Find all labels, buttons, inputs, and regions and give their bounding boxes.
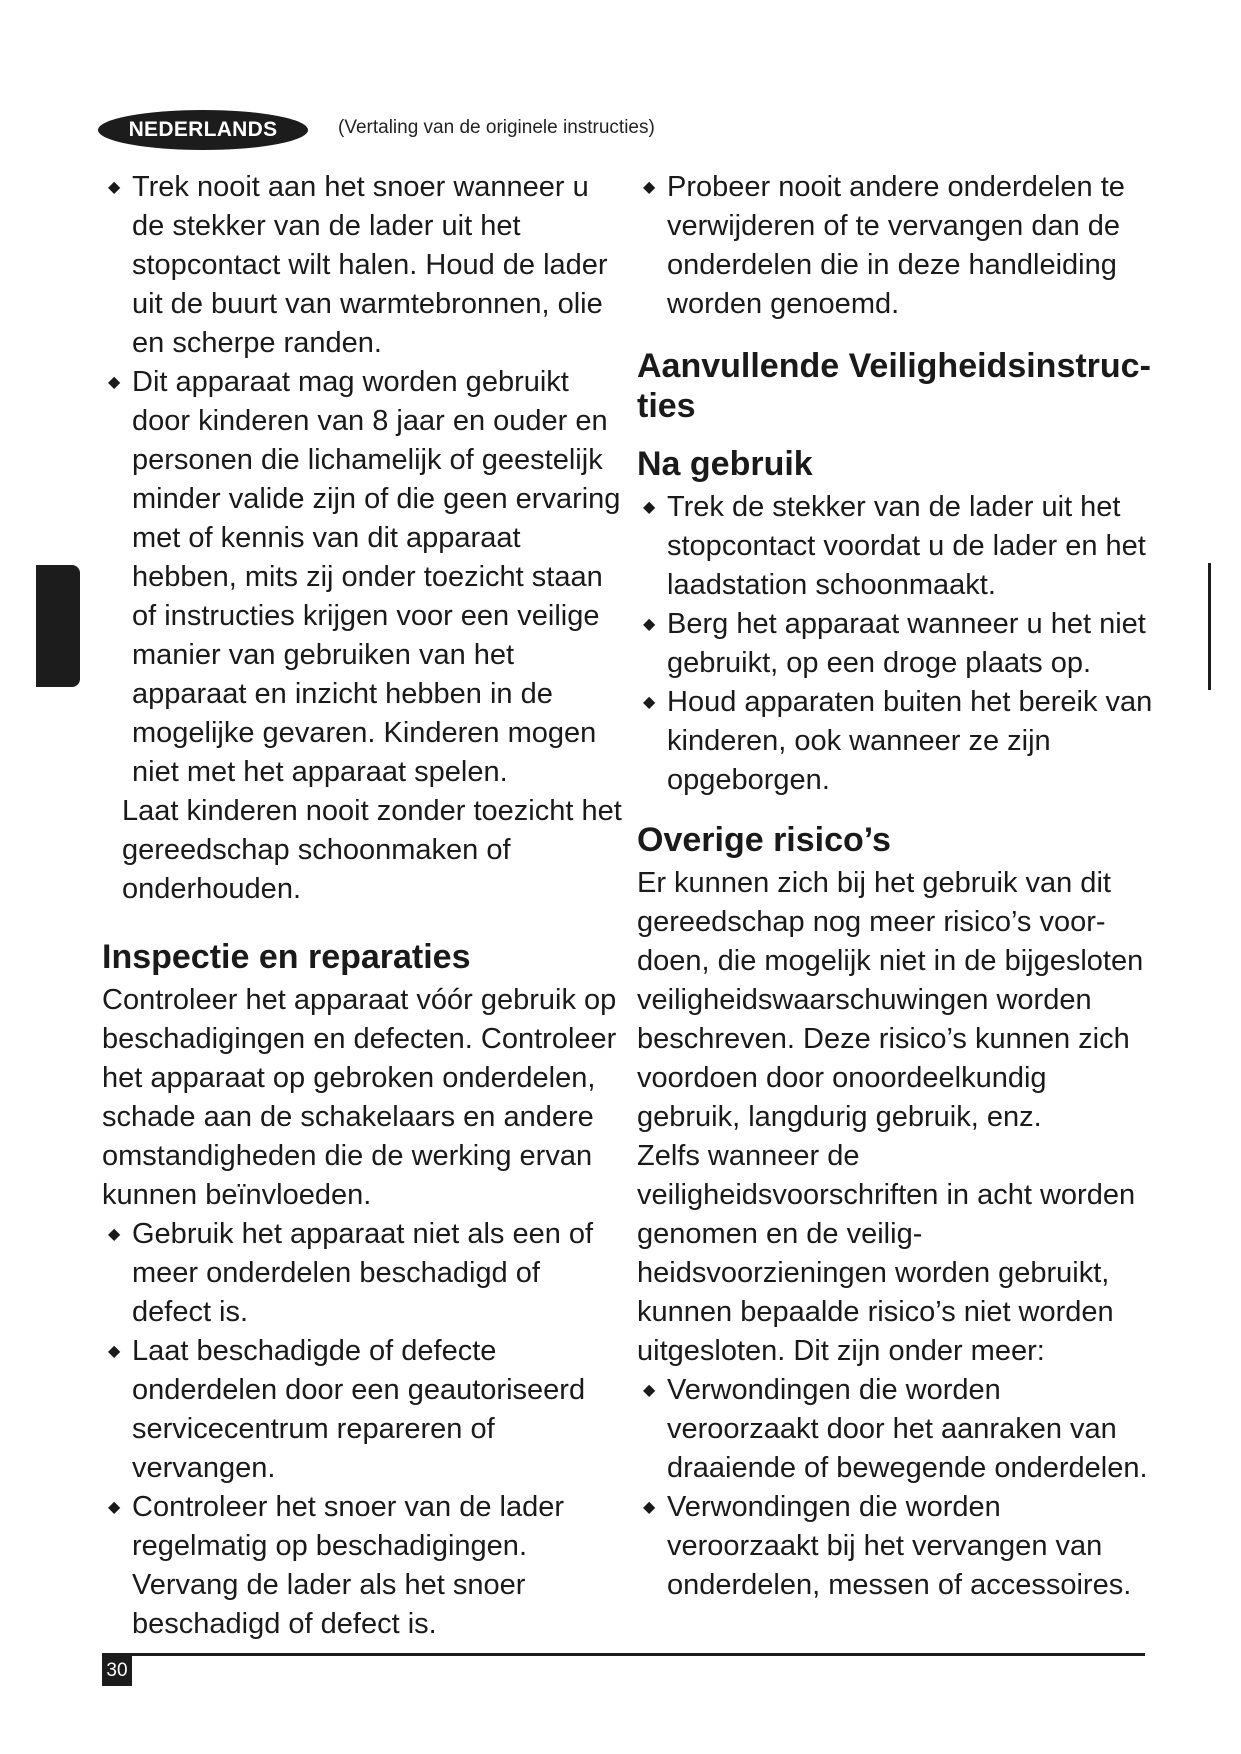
language-badge: NEDERLANDS: [98, 110, 308, 150]
diamond-bullet-icon: ◆: [643, 694, 656, 711]
diamond-bullet-icon: ◆: [108, 1343, 121, 1360]
left-column: [102, 168, 622, 1644]
diamond-bullet-icon: ◆: [108, 1499, 121, 1516]
list-item: [637, 168, 1157, 324]
translation-note: (Vertaling van de originele instructies): [338, 117, 655, 138]
right-column: [637, 168, 1157, 1605]
list-item: [637, 1371, 1157, 1488]
section-tab-marker: [36, 565, 80, 687]
list-item-text: Berg het apparaat wanneer u het niet gebruikt, op een droge plaats op.: [667, 608, 1146, 679]
section-heading-aanvullende: Aanvullende Veiligheidsinstruc-ties: [637, 347, 1151, 425]
footer-divider: [102, 1653, 1145, 1656]
list-item-text: Verwondingen die worden veroorzaakt bij het vervangen van onderdelen, messen of accessoires.: [667, 1491, 1132, 1601]
list-item: [637, 1488, 1157, 1605]
section-heading-overige-risicos: Overige risico’s: [637, 821, 891, 859]
paragraph: Controleer het apparaat vóór gebruik op beschadigingen en defecten. Controleer het apparaat op gebroken onderdelen, schade aan de schakelaars en andere omstandigheden die de werking ervan kunnen beïnvloeden.: [102, 984, 617, 1211]
paragraph: Er kunnen zich bij het gebruik van dit gereedschap nog meer risico’s voor-doen, die mogelijk niet in de bijgesloten veiligheidswaarschuwingen worden beschreven. Deze risico’s kunnen zich voordoen door onoordeelkundig gebruik, langdurig gebruik, enz.: [637, 867, 1144, 1133]
page-number: 30: [102, 1656, 132, 1686]
list-item: [102, 168, 622, 363]
list-item-continuation: Laat kinderen nooit zonder toezicht het gereedschap schoonmaken of onderhouden.: [122, 795, 622, 905]
list-item-text: Controleer het snoer van de lader regelmatig op beschadigingen. Vervang de lader als het snoer beschadigd of defect is.: [132, 1491, 565, 1640]
diamond-bullet-icon: ◆: [643, 179, 656, 196]
list-item: [102, 1215, 622, 1332]
diamond-bullet-icon: ◆: [108, 374, 121, 391]
list-item: [102, 1488, 622, 1644]
diamond-bullet-icon: ◆: [643, 1382, 656, 1399]
section-heading-inspectie: Inspectie en reparaties: [102, 938, 471, 976]
list-item-text: Trek nooit aan het snoer wanneer u de stekker van de lader uit het stopcontact wilt halen. Houd de lader uit de buurt van warmtebronnen, olie en scherpe randen.: [132, 171, 608, 359]
list-item: [102, 363, 622, 792]
list-item: [637, 605, 1157, 683]
list-item: [637, 488, 1157, 605]
diamond-bullet-icon: ◆: [643, 616, 656, 633]
list-item-text: Gebruik het apparaat niet als een of meer onderdelen beschadigd of defect is.: [132, 1218, 594, 1328]
list-item-text: Probeer nooit andere onderdelen te verwijderen of te vervangen dan de onderdelen die in deze handleiding worden genoemd.: [667, 171, 1125, 320]
paragraph: Zelfs wanneer de veiligheidsvoorschriften in acht worden genomen en de veilig-heidsvoorzieningen worden gebruikt, kunnen bepaalde risico’s niet worden uitgesloten. Dit zijn onder meer:: [637, 1140, 1136, 1367]
diamond-bullet-icon: ◆: [643, 1499, 656, 1516]
list-item-text: Verwondingen die worden veroorzaakt door het aanraken van draaiende of bewegende onderdelen.: [667, 1374, 1148, 1484]
list-item: [637, 683, 1157, 800]
section-heading-na-gebruik: Na gebruik: [637, 445, 813, 483]
diamond-bullet-icon: ◆: [108, 179, 121, 196]
list-item-text: Dit apparaat mag worden gebruikt door kinderen van 8 jaar en ouder en personen die lichamelijk of geestelijk minder valide zijn of die geen ervaring met of kennis van dit apparaat hebben, mits zij onder toezicht staan of instructies krijgen voor een veilige manier van gebruiken van het apparaat en inzicht hebben in de mogelijke gevaren. Kinderen mogen niet met het apparaat spelen.: [132, 366, 621, 788]
diamond-bullet-icon: ◆: [643, 499, 656, 516]
list-item-text: Houd apparaten buiten het bereik van kinderen, ook wanneer ze zijn opgeborgen.: [667, 686, 1153, 796]
list-item-text: Laat beschadigde of defecte onderdelen door een geautoriseerd servicecentrum repareren of vervangen.: [132, 1335, 586, 1484]
list-item: [102, 1332, 622, 1488]
list-item-text: Trek de stekker van de lader uit het stopcontact voordat u de lader en het laadstation schoonmaakt.: [667, 491, 1146, 601]
right-edge-marker: [1208, 563, 1211, 690]
diamond-bullet-icon: ◆: [108, 1226, 121, 1243]
